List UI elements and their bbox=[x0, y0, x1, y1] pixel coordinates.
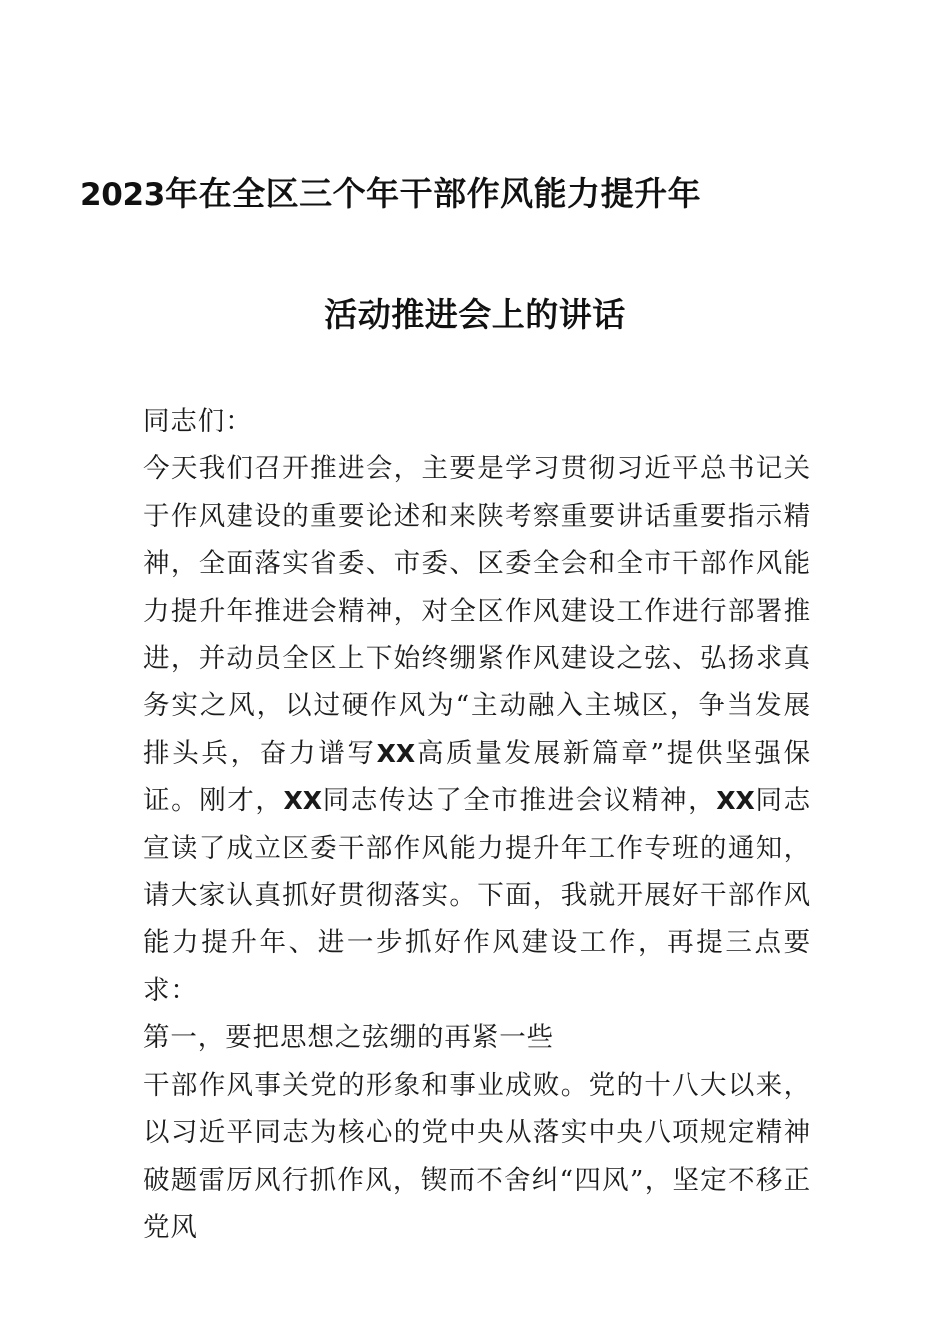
section-heading-1: 第一，要把思想之弦绷的再紧一些 bbox=[143, 1022, 554, 1054]
redacted-name-placeholder: XX bbox=[283, 786, 323, 816]
title-line-1-text: 年在全区三个年干部作风能力提升年 bbox=[165, 174, 702, 213]
title-year: 2023 bbox=[80, 177, 166, 213]
document-title bbox=[0, 134, 950, 375]
section-1-body: 干部作风事关党的形象和事业成败。党的十八大以来，以习近平同志为核心的党中央从落实中央八项规定精神破题雷厉风行抓作风，锲而不舍纠“四风”，坚定不移正党风 bbox=[143, 1069, 811, 1243]
redacted-name-placeholder: XX bbox=[376, 738, 416, 768]
opening-paragraph: 今天我们召开推进会，主要是学习贯彻习近平总书记关于作风建设的重要论述和来陕考察重要讲话重要指示精神，全面落实省委、市委、区委全会和全市干部作风能力提升年推进会精神，对全区作风建设工作进行部署推进，并动员全区上下始终绷紧作风建设之弦、弘扬求真务实之风，以过硬作风为“主动融入主城区，争当发展排头兵，奋力谱写XX高质量发展新篇章”提供坚强保证。刚才，XX同志传达了全市推进会议精神，XX同志宣读了成立区委干部作风能力提升年工作专班的通知，请大家认真抓好贯彻落实。下面，我就开展好干部作风能力提升年、进一步抓好作风建设工作，再提三点要求： bbox=[143, 453, 811, 1006]
redacted-name-placeholder: XX bbox=[716, 786, 755, 816]
salutation: 同志们： bbox=[143, 406, 253, 437]
title-line-1 bbox=[70, 134, 880, 255]
title-line-2: 活动推进会上的讲话 bbox=[324, 295, 626, 334]
document-body bbox=[143, 398, 811, 1251]
